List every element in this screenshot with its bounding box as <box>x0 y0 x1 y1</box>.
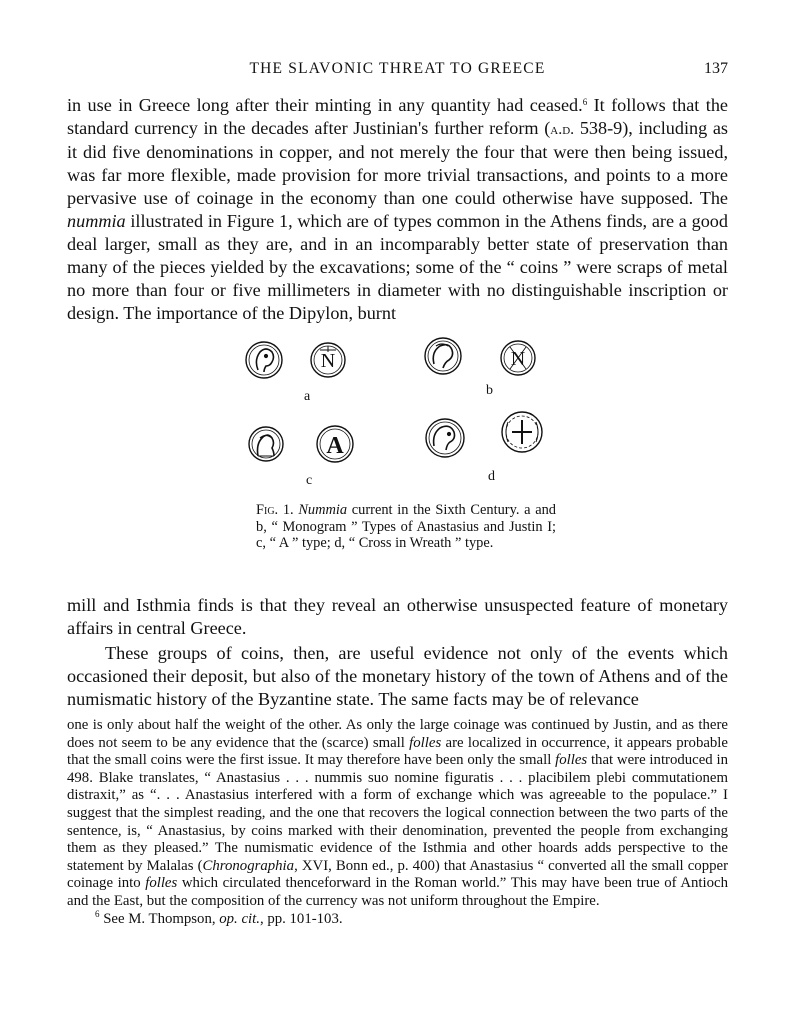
coin-a-monogram: N <box>320 350 336 372</box>
coin-d-reverse <box>502 412 542 452</box>
fn-chronographia: Chronographia <box>202 857 295 874</box>
era-abbrev: a.d. <box>550 121 575 138</box>
coin-b-reverse <box>501 341 535 375</box>
coin-a-obverse <box>246 342 282 378</box>
coin-a-reverse <box>311 343 345 377</box>
body-paragraph-1 <box>67 94 728 325</box>
fn-text-d: , XVI, Bonn ed., p. 400) that Anastasius “ converted all the small copper coinage into <box>67 857 728 892</box>
para1-text-c: 538-9), including as it did five denominations in copper, and not merely the four that were then being issued, was far more flexible, made provision for more trivial transactions, and points to a more pervasive use of coinage in the economy than one could otherwise have supposed. The <box>67 118 728 208</box>
running-title: THE SLAVONIC THREAT TO GREECE <box>249 60 546 77</box>
figure-label-c: c <box>306 473 313 488</box>
footnote-ref-6: 6 <box>582 97 588 107</box>
footnote-6 <box>67 908 728 929</box>
fn-folles-2: folles <box>555 752 588 769</box>
coin-c-letter: A <box>326 433 344 459</box>
caption-text: current in the Sixth Century. a and b, “ Monogram ” Types of Anastasius and Justin I; c, “ A ” type; d, “ Cross in Wreath ” type. <box>256 502 556 551</box>
body-paragraph-3 <box>67 642 728 711</box>
fn-folles-1: folles <box>409 734 442 751</box>
figure-caption <box>256 502 556 552</box>
figure-number: Fig. 1. <box>256 502 294 518</box>
coin-d-obverse <box>426 419 464 457</box>
para1-text-d: illustrated in Figure 1, which are of types common in the Athens finds, are a good deal larger, small as they are, and in an incomparably better state of preservation than many of the pieces yielded by the excavations; some of the “ coins ” were scraps of metal no more than four or five millimeters in diameter with no distinguishable inscription or design. The importance of the Dipylon, burnt <box>67 211 728 323</box>
fn-text-e: which circulated thenceforward in the Roman world.” This may have been true of Antioch and the East, but the composition of the currency was not uniform throughout the Empire. <box>67 875 729 909</box>
para3-text: These groups of coins, then, are useful evidence not only of the events which occasioned their deposit, but also of the monetary history of the town of Athens and of the numismatic history of the Byzantine state. The same facts may be of relevance <box>67 643 728 709</box>
fn-text-c: that were introduced in 498. Blake translates, “ Anastasius . . . nummis suo nomine figuratis . . . placibilem plebi commutationem distraxit,” as “. . . Anastasius interfered with a form of exchange which was agreeable to the populace.” I suggest that the simplest reading, and the one that recovers the logical connection between the two parts of the sentence, is, “ Anastasius, by coins marked with their denomination, prevented the people from exchanging them as they pleased.” The numismatic evidence of the Isthmia and other hoards adds perspective to the statement by Malalas ( <box>67 752 728 874</box>
page-header <box>67 60 728 82</box>
fn-text-b: are localized in occurrence, it appears probable that the small coins were the first issue. It may therefore have been only the small <box>67 734 728 769</box>
para2-text: mill and Isthmia finds is that they reveal an otherwise unsuspected feature of monetary affairs in central Greece. <box>67 595 728 638</box>
figure-1 <box>240 332 560 572</box>
footnote-continued <box>67 717 728 911</box>
fn-folles-3: folles <box>145 875 178 892</box>
coin-b-obverse <box>425 338 461 374</box>
coin-c-reverse <box>317 426 353 462</box>
para1-text-a: in use in Greece long after their minting in any quantity had ceased. <box>67 95 583 115</box>
fn-text-a: one is only about half the weight of the other. As only the large coinage was continued by Justin, and as there does not seem to be any evidence that the (scarce) small <box>67 717 728 751</box>
coin-b-monogram: N <box>510 348 526 370</box>
nummia-term: nummia <box>67 211 126 231</box>
figure-label-d: d <box>488 469 495 484</box>
page-number: 137 <box>704 60 728 77</box>
body-paragraph-2 <box>67 594 728 640</box>
para1-text-b: It follows that the standard currency in the decades after Justinian's further reform ( <box>67 95 728 138</box>
fn6-number: 6 <box>95 908 100 919</box>
coin-c-obverse <box>249 427 283 461</box>
figure-label-a: a <box>304 389 311 404</box>
caption-nummia: Nummia <box>298 502 348 518</box>
footnotes <box>67 717 728 928</box>
fn6-text-b: , pp. 101-103. <box>259 910 343 927</box>
fn6-op-cit: op. cit. <box>219 910 260 927</box>
fn6-text-a: See M. Thompson, <box>99 910 220 927</box>
figure-label-b: b <box>486 383 493 398</box>
coin-illustrations <box>240 332 560 492</box>
